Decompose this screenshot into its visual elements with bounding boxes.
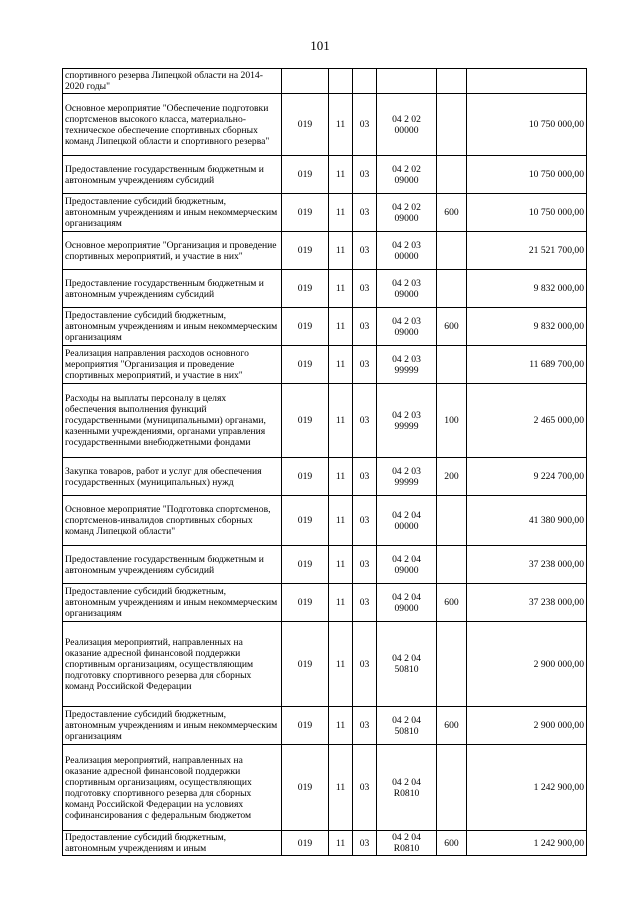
row-rz-cell: 11 bbox=[329, 458, 353, 496]
row-name-cell: Предоставление субсидий бюджетным, автономным учреждениям и иным некоммерческим организациям bbox=[63, 308, 282, 346]
row-amount-cell: 1 242 900,00 bbox=[467, 745, 587, 831]
row-gr-cell: 019 bbox=[282, 346, 329, 384]
row-pr-cell: 03 bbox=[353, 308, 377, 346]
row-csr-cell: 04 2 04 50810 bbox=[377, 622, 437, 707]
row-name-cell: Основное мероприятие "Подготовка спортсменов, спортсменов-инвалидов спортивных сборных команд Липецкой области" bbox=[63, 496, 282, 546]
row-pr-cell: 03 bbox=[353, 384, 377, 458]
row-pr-cell: 03 bbox=[353, 194, 377, 232]
table-row bbox=[63, 94, 587, 156]
row-name-cell: Предоставление субсидий бюджетным, автономным учреждениям и иным некоммерческим организациям bbox=[63, 707, 282, 745]
row-rz-cell: 11 bbox=[329, 232, 353, 270]
row-pr-cell: 03 bbox=[353, 496, 377, 546]
row-gr-cell: 019 bbox=[282, 745, 329, 831]
row-pr-cell bbox=[353, 69, 377, 94]
row-gr-cell: 019 bbox=[282, 232, 329, 270]
row-vr-cell bbox=[437, 270, 467, 308]
row-csr-cell: 04 2 02 00000 bbox=[377, 94, 437, 156]
table-row bbox=[63, 546, 587, 584]
row-csr-cell: 04 2 04 R0810 bbox=[377, 831, 437, 856]
row-amount-cell: 37 238 000,00 bbox=[467, 546, 587, 584]
row-name-cell: Предоставление государственным бюджетным и автономным учреждениям субсидий bbox=[63, 546, 282, 584]
row-csr-cell: 04 2 02 09000 bbox=[377, 194, 437, 232]
row-name-cell: Предоставление субсидий бюджетным, автономным учреждениям и иным некоммерческим организациям bbox=[63, 584, 282, 622]
row-vr-cell bbox=[437, 94, 467, 156]
row-rz-cell: 11 bbox=[329, 546, 353, 584]
row-gr-cell: 019 bbox=[282, 156, 329, 194]
row-amount-cell: 10 750 000,00 bbox=[467, 156, 587, 194]
table-row bbox=[63, 458, 587, 496]
row-csr-cell: 04 2 03 09000 bbox=[377, 308, 437, 346]
row-vr-cell bbox=[437, 546, 467, 584]
row-vr-cell bbox=[437, 156, 467, 194]
row-csr-cell bbox=[377, 69, 437, 94]
row-amount-cell: 9 832 000,00 bbox=[467, 270, 587, 308]
row-name-cell: Основное мероприятие "Обеспечение подготовки спортсменов высокого класса, материально-техническое обеспечение спортивных сборных команд Липецкой области и спортивного резерва" bbox=[63, 94, 282, 156]
row-amount-cell: 11 689 700,00 bbox=[467, 346, 587, 384]
row-csr-cell: 04 2 04 09000 bbox=[377, 546, 437, 584]
table-row bbox=[63, 308, 587, 346]
row-amount-cell: 41 380 900,00 bbox=[467, 496, 587, 546]
row-name-cell: Предоставление государственным бюджетным и автономным учреждениям субсидий bbox=[63, 156, 282, 194]
row-name-cell: Предоставление субсидий бюджетным, автономным учреждениям и иным bbox=[63, 831, 282, 856]
row-rz-cell: 11 bbox=[329, 346, 353, 384]
row-rz-cell: 11 bbox=[329, 194, 353, 232]
table-row bbox=[63, 156, 587, 194]
row-pr-cell: 03 bbox=[353, 232, 377, 270]
row-gr-cell: 019 bbox=[282, 384, 329, 458]
row-gr-cell bbox=[282, 69, 329, 94]
row-csr-cell: 04 2 03 99999 bbox=[377, 346, 437, 384]
row-amount-cell: 2 900 000,00 bbox=[467, 622, 587, 707]
row-pr-cell: 03 bbox=[353, 156, 377, 194]
row-amount-cell: 2 465 000,00 bbox=[467, 384, 587, 458]
table-row bbox=[63, 707, 587, 745]
row-amount-cell: 10 750 000,00 bbox=[467, 94, 587, 156]
page-number: 101 bbox=[310, 38, 330, 53]
table-row bbox=[63, 622, 587, 707]
row-rz-cell: 11 bbox=[329, 831, 353, 856]
budget-table bbox=[62, 68, 587, 856]
row-csr-cell: 04 2 03 99999 bbox=[377, 458, 437, 496]
row-vr-cell: 600 bbox=[437, 707, 467, 745]
row-csr-cell: 04 2 04 00000 bbox=[377, 496, 437, 546]
row-vr-cell bbox=[437, 346, 467, 384]
row-gr-cell: 019 bbox=[282, 270, 329, 308]
row-pr-cell: 03 bbox=[353, 458, 377, 496]
row-pr-cell: 03 bbox=[353, 584, 377, 622]
row-amount-cell: 9 832 000,00 bbox=[467, 308, 587, 346]
row-pr-cell: 03 bbox=[353, 707, 377, 745]
row-name-cell: Реализация направления расходов основного мероприятия "Организация и проведение спортивных мероприятий, и участие в них" bbox=[63, 346, 282, 384]
row-csr-cell: 04 2 03 09000 bbox=[377, 270, 437, 308]
table-row bbox=[63, 69, 587, 94]
row-vr-cell: 600 bbox=[437, 194, 467, 232]
row-vr-cell bbox=[437, 622, 467, 707]
table-row bbox=[63, 270, 587, 308]
row-gr-cell: 019 bbox=[282, 831, 329, 856]
row-rz-cell: 11 bbox=[329, 584, 353, 622]
row-csr-cell: 04 2 04 09000 bbox=[377, 584, 437, 622]
row-name-cell: спортивного резерва Липецкой области на 2014-2020 годы" bbox=[63, 69, 282, 94]
row-name-cell: Закупка товаров, работ и услуг для обеспечения государственных (муниципальных) нужд bbox=[63, 458, 282, 496]
row-rz-cell: 11 bbox=[329, 94, 353, 156]
row-name-cell: Основное мероприятие "Организация и проведение спортивных мероприятий, и участие в них" bbox=[63, 232, 282, 270]
row-name-cell: Предоставление субсидий бюджетным, автономным учреждениям и иным некоммерческим организациям bbox=[63, 194, 282, 232]
row-gr-cell: 019 bbox=[282, 194, 329, 232]
row-name-cell: Предоставление государственным бюджетным и автономным учреждениям субсидий bbox=[63, 270, 282, 308]
row-pr-cell: 03 bbox=[353, 622, 377, 707]
row-gr-cell: 019 bbox=[282, 94, 329, 156]
table-row bbox=[63, 584, 587, 622]
row-name-cell: Расходы на выплаты персоналу в целях обеспечения выполнения функций государственными (муниципальными) органами, казенными учреждениями, органами управления государственными внебюджетными фондами bbox=[63, 384, 282, 458]
table-row bbox=[63, 384, 587, 458]
row-pr-cell: 03 bbox=[353, 270, 377, 308]
row-csr-cell: 04 2 03 99999 bbox=[377, 384, 437, 458]
row-name-cell: Реализация мероприятий, направленных на оказание адресной финансовой поддержки спортивным организациям, осуществляющих подготовку спортивного резерва для сборных команд Российской Федерации на условиях софинансирования с федеральным бюджетом bbox=[63, 745, 282, 831]
table-row bbox=[63, 831, 587, 856]
row-amount-cell: 37 238 000,00 bbox=[467, 584, 587, 622]
row-gr-cell: 019 bbox=[282, 496, 329, 546]
row-rz-cell: 11 bbox=[329, 745, 353, 831]
row-rz-cell: 11 bbox=[329, 707, 353, 745]
row-rz-cell: 11 bbox=[329, 308, 353, 346]
table-row bbox=[63, 232, 587, 270]
row-amount-cell: 1 242 900,00 bbox=[467, 831, 587, 856]
row-gr-cell: 019 bbox=[282, 707, 329, 745]
row-gr-cell: 019 bbox=[282, 458, 329, 496]
row-csr-cell: 04 2 04 R0810 bbox=[377, 745, 437, 831]
row-amount-cell bbox=[467, 69, 587, 94]
row-vr-cell: 600 bbox=[437, 831, 467, 856]
row-pr-cell: 03 bbox=[353, 346, 377, 384]
row-vr-cell: 600 bbox=[437, 308, 467, 346]
row-gr-cell: 019 bbox=[282, 622, 329, 707]
row-gr-cell: 019 bbox=[282, 584, 329, 622]
row-amount-cell: 21 521 700,00 bbox=[467, 232, 587, 270]
row-rz-cell: 11 bbox=[329, 496, 353, 546]
row-pr-cell: 03 bbox=[353, 94, 377, 156]
row-pr-cell: 03 bbox=[353, 831, 377, 856]
row-amount-cell: 9 224 700,00 bbox=[467, 458, 587, 496]
row-name-cell: Реализация мероприятий, направленных на оказание адресной финансовой поддержки спортивным организациям, осуществляющим подготовку спортивного резерва для сборных команд Российской Федерации bbox=[63, 622, 282, 707]
row-vr-cell bbox=[437, 745, 467, 831]
row-rz-cell: 11 bbox=[329, 156, 353, 194]
row-csr-cell: 04 2 02 09000 bbox=[377, 156, 437, 194]
table-row bbox=[63, 346, 587, 384]
row-vr-cell: 100 bbox=[437, 384, 467, 458]
row-vr-cell bbox=[437, 232, 467, 270]
row-rz-cell: 11 bbox=[329, 384, 353, 458]
row-amount-cell: 2 900 000,00 bbox=[467, 707, 587, 745]
row-vr-cell: 200 bbox=[437, 458, 467, 496]
table-row bbox=[63, 194, 587, 232]
row-pr-cell: 03 bbox=[353, 745, 377, 831]
row-gr-cell: 019 bbox=[282, 546, 329, 584]
table-row bbox=[63, 745, 587, 831]
row-vr-cell: 600 bbox=[437, 584, 467, 622]
row-gr-cell: 019 bbox=[282, 308, 329, 346]
row-rz-cell bbox=[329, 69, 353, 94]
row-csr-cell: 04 2 03 00000 bbox=[377, 232, 437, 270]
row-rz-cell: 11 bbox=[329, 270, 353, 308]
row-rz-cell: 11 bbox=[329, 622, 353, 707]
row-csr-cell: 04 2 04 50810 bbox=[377, 707, 437, 745]
row-amount-cell: 10 750 000,00 bbox=[467, 194, 587, 232]
table-row bbox=[63, 496, 587, 546]
row-vr-cell bbox=[437, 496, 467, 546]
row-pr-cell: 03 bbox=[353, 546, 377, 584]
row-vr-cell bbox=[437, 69, 467, 94]
